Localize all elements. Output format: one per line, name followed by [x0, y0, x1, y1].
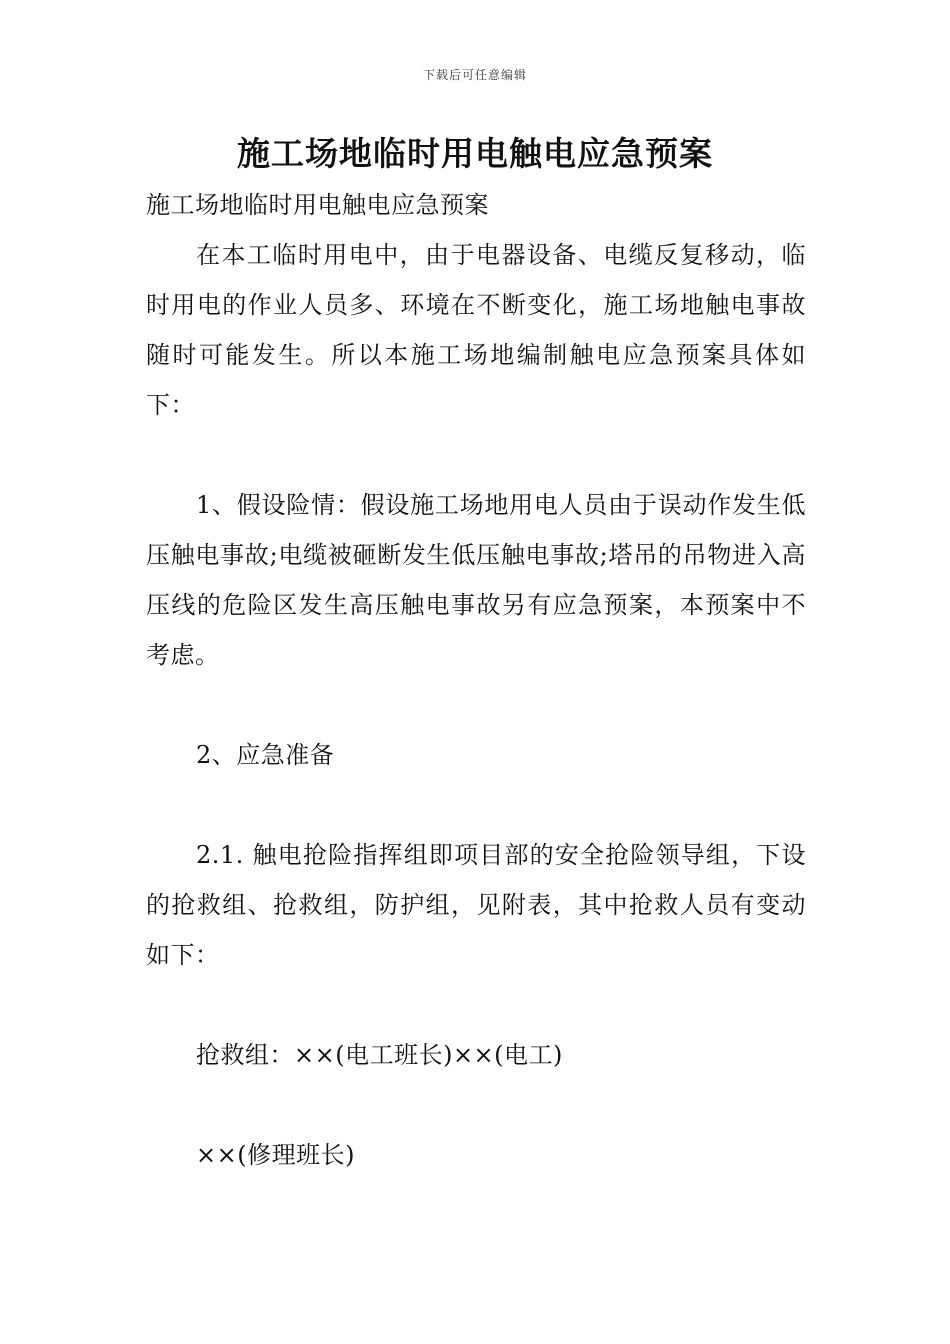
intro-paragraph: 在本工临时用电中，由于电器设备、电缆反复移动，临时用电的作业人员多、环境在不断变化，施工场地触电事故随时可能发生。所以本施工场地编制触电应急预案具体如下： — [146, 241, 806, 419]
spacer — [146, 680, 806, 730]
section-1-paragraph: 1、假设险情：假设施工场地用电人员由于误动作发生低压触电事故;电缆被砸断发生低压触电事故;塔吊的吊物进入高压线的危险区发生高压触电事故另有应急预案，本预案中不考虑。 — [146, 491, 806, 669]
document-title: 施工场地临时用电触电应急预案 — [237, 134, 713, 173]
rescue-group-line-2: ××(修理班长) — [196, 1141, 355, 1169]
subtitle-paragraph: 施工场地临时用电触电应急预案 — [146, 191, 489, 219]
header-note: 下载后可任意编辑 — [422, 68, 527, 82]
section-2-1-paragraph: 2.1. 触电抢险指挥组即项目部的安全抢险领导组，下设的抢救组、抢救组，防护组，见附表，其中抢救人员有变动如下： — [146, 841, 806, 969]
rescue-group-line: 抢救组：××(电工班长)××(电工) — [196, 1041, 563, 1069]
spacer — [146, 780, 806, 830]
section-2-heading: 2、应急准备 — [196, 741, 335, 769]
spacer — [146, 980, 806, 1030]
document-body — [146, 180, 806, 1180]
spacer — [146, 430, 806, 480]
spacer — [146, 1080, 806, 1130]
